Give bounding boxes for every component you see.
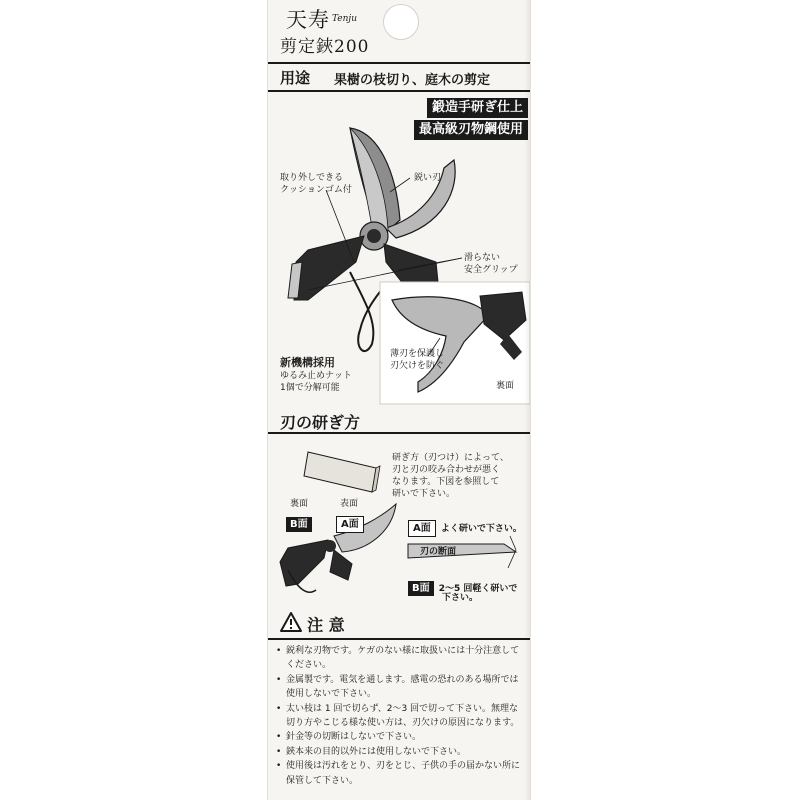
a-face-tag: A面 — [336, 516, 364, 533]
new-mechanism-line-1: ゆるみ止めナット — [280, 371, 352, 381]
callout-thin-blade-line-2: 刃欠けを防ぐ — [390, 361, 445, 371]
b-face-instruction-tag: B面 — [408, 581, 434, 596]
caution-heading — [280, 612, 345, 636]
caution-item: • 太い枝は 1 回で切らず、2〜3 回で切って下さい。無理な切り方やこじる様な使い方は、刃欠けの原因になります。 — [276, 702, 526, 731]
back-face-tag — [286, 512, 312, 532]
sharpening-intro-line-4: 研いで下さい。 — [392, 489, 456, 499]
brand-romaji: Tenju — [332, 14, 358, 24]
new-mechanism-line-2: 1個で分解可能 — [280, 383, 340, 393]
callout-cushion-line-1: 取り外しできる — [280, 173, 344, 183]
caution-title: 注 意 — [307, 615, 345, 635]
warning-icon — [280, 612, 302, 636]
a-face-instruction — [408, 516, 522, 537]
usage-text: 果樹の枝切り、庭木の剪定 — [334, 73, 491, 88]
feature-badge-line-1: 鍛造手研ぎ仕上 — [427, 98, 528, 118]
brand-name: 天寿 — [286, 8, 330, 32]
callout-thin-blade-line-1: 薄刃を保護し — [390, 349, 445, 359]
caution-item: • 鋏本来の目的以外には使用しないで下さい。 — [276, 745, 526, 759]
new-mechanism-title: 新機構採用 — [280, 356, 335, 369]
callout-cushion-line-2: クッションゴム付 — [280, 185, 352, 195]
a-face-instruction-text: よく研いで下さい。 — [440, 524, 522, 534]
sharpening-intro-line-3: なります。下図を参照して — [392, 477, 500, 487]
sharpening-title: 刃の研ぎ方 — [280, 413, 361, 432]
callout-sharp-blade: 鋭い刃 — [414, 173, 442, 183]
divider-sharpening — [268, 432, 530, 434]
b-face-instruction-text-1: 2〜5 回軽く研いで — [438, 584, 518, 594]
b-face-instruction-text-2: 下さい。 — [442, 593, 479, 603]
caution-list — [276, 644, 526, 788]
a-face-instruction-tag: A面 — [408, 520, 436, 537]
back-face-label: 裏面 — [290, 499, 309, 509]
b-face-tag: B面 — [286, 517, 312, 532]
caution-item: • 鋭利な刃物です。ケガのない様に取扱いには十分注意してください。 — [276, 644, 526, 673]
warning-triangle-icon — [280, 612, 302, 632]
product-card — [268, 0, 530, 800]
sharpening-intro-line-2: 刃と刃の咬み合わせが悪く — [392, 465, 501, 475]
caution-item: • 金属製です。電気を通します。感電の恐れのある場所では使用しないで下さい。 — [276, 673, 526, 702]
feature-badge-line-2: 最高級刃物鋼使用 — [414, 120, 528, 140]
caution-item: • 使用後は汚れをとり、刃をとじ、子供の手の届かない所に保管して下さい。 — [276, 759, 526, 788]
usage-heading: 用途 — [280, 69, 311, 87]
blade-section-label: 刃の断面 — [420, 547, 457, 557]
sharpening-intro-line-1: 研ぎ方（刃つけ）によって、 — [392, 453, 509, 463]
callout-grip-line-1: 滑らない — [464, 253, 501, 263]
caution-item: • 針金等の切断はしないで下さい。 — [276, 730, 526, 744]
model-name: 剪定鋏200 — [280, 37, 370, 57]
front-face-tag — [336, 512, 364, 533]
callout-grip-line-2: 安全グリップ — [464, 265, 518, 275]
back-side-label: 裏面 — [496, 381, 515, 391]
divider-caution — [268, 638, 530, 640]
front-face-label: 表面 — [340, 499, 359, 509]
